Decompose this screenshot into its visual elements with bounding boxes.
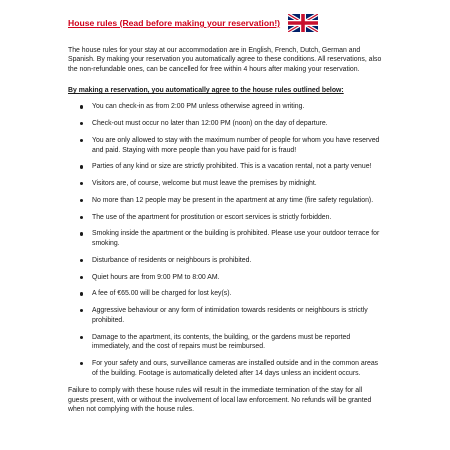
rule-text: Check-out must occur no later than 12:00 PM (noon) on the day of departure.: [92, 120, 328, 128]
bullet-icon: [80, 105, 83, 108]
rule-text: The use of the apartment for prostitution or escort services is strictly forbidden.: [92, 213, 332, 221]
rule-item: [68, 333, 384, 352]
bullet-icon: [80, 122, 83, 125]
rule-text: For your safety and ours, surveillance cameras are installed outside and in the common areas of the building. Footage is automatically deleted after 14 days unless an incident occurs.: [92, 359, 379, 377]
bullet-icon: [80, 362, 83, 365]
rule-text: Aggressive behaviour or any form of intimidation towards residents or neighbours is strictly prohibited.: [92, 307, 368, 324]
rule-item: [68, 229, 384, 248]
uk-flag-icon: [288, 14, 318, 32]
rule-text: You can check-in as from 2:00 PM unless otherwise agreed in writing.: [92, 103, 305, 111]
rule-item: [68, 289, 384, 299]
rule-text: Smoking inside the apartment or the building is prohibited. Please use your outdoor terrace for smoking.: [92, 230, 380, 248]
rules-subheading: By making a reservation, you automatically agree to the house rules outlined below:: [68, 87, 344, 95]
title-row: [68, 12, 384, 34]
document-page: [68, 12, 384, 415]
rule-text: Parties of any kind or size are strictly prohibited. This is a vacation rental, not a party venue!: [92, 163, 372, 171]
bullet-icon: [80, 216, 83, 219]
rule-item: [68, 162, 384, 172]
intro-paragraph: The house rules for your stay at our accommodation are in English, French, Dutch, German and Spanish. By making your reservation you automatically agree to these conditions. All reservations, also the non-refundable ones, can be cancelled for free within 4 hours after making your reservation.: [68, 47, 382, 73]
rule-text: You are only allowed to stay with the maximum number of people for whom you have reserved and paid. Staying with more people than you have paid for is fraud!: [92, 136, 380, 154]
rule-text: Damage to the apartment, its contents, the building, or the gardens must be reported immediately, and the cost of repairs must be reimbursed.: [92, 333, 351, 351]
rule-item: [68, 213, 384, 223]
rules-list: [68, 102, 384, 378]
bullet-icon: [80, 165, 83, 168]
bullet-icon: [80, 139, 83, 142]
bullet-icon: [80, 276, 83, 279]
bullet-icon: [80, 199, 83, 202]
rule-item: [68, 179, 384, 189]
bullet-icon: [80, 336, 83, 339]
rule-item: [68, 256, 384, 266]
bullet-icon: [80, 232, 83, 235]
rule-text: Quiet hours are from 9:00 PM to 8:00 AM.: [92, 273, 220, 281]
rule-item: [68, 306, 384, 325]
rule-text: Disturbance of residents or neighbours is prohibited.: [92, 256, 252, 264]
closing-paragraph: Failure to comply with these house rules will result in the immediate termination of the stay for all guests present, with or without the involvement of local law enforcement. No refunds will be granted when not complying with the house rules.: [68, 387, 372, 414]
page-title: House rules (Read before making your reservation!): [68, 18, 281, 28]
rule-item: [68, 102, 384, 112]
bullet-icon: [80, 182, 83, 185]
rule-item: [68, 359, 384, 378]
bullet-icon: [80, 292, 83, 295]
rule-text: No more than 12 people may be present in the apartment at any time (fire safety regulation).: [92, 196, 374, 204]
bullet-icon: [80, 259, 83, 262]
rule-item: [68, 119, 384, 129]
bullet-icon: [80, 309, 83, 312]
rule-item: [68, 196, 384, 206]
rule-text: Visitors are, of course, welcome but must leave the premises by midnight.: [92, 180, 317, 188]
rule-item: [68, 273, 384, 283]
rule-text: A fee of €65.00 will be charged for lost key(s).: [92, 290, 232, 298]
rule-item: [68, 136, 384, 155]
